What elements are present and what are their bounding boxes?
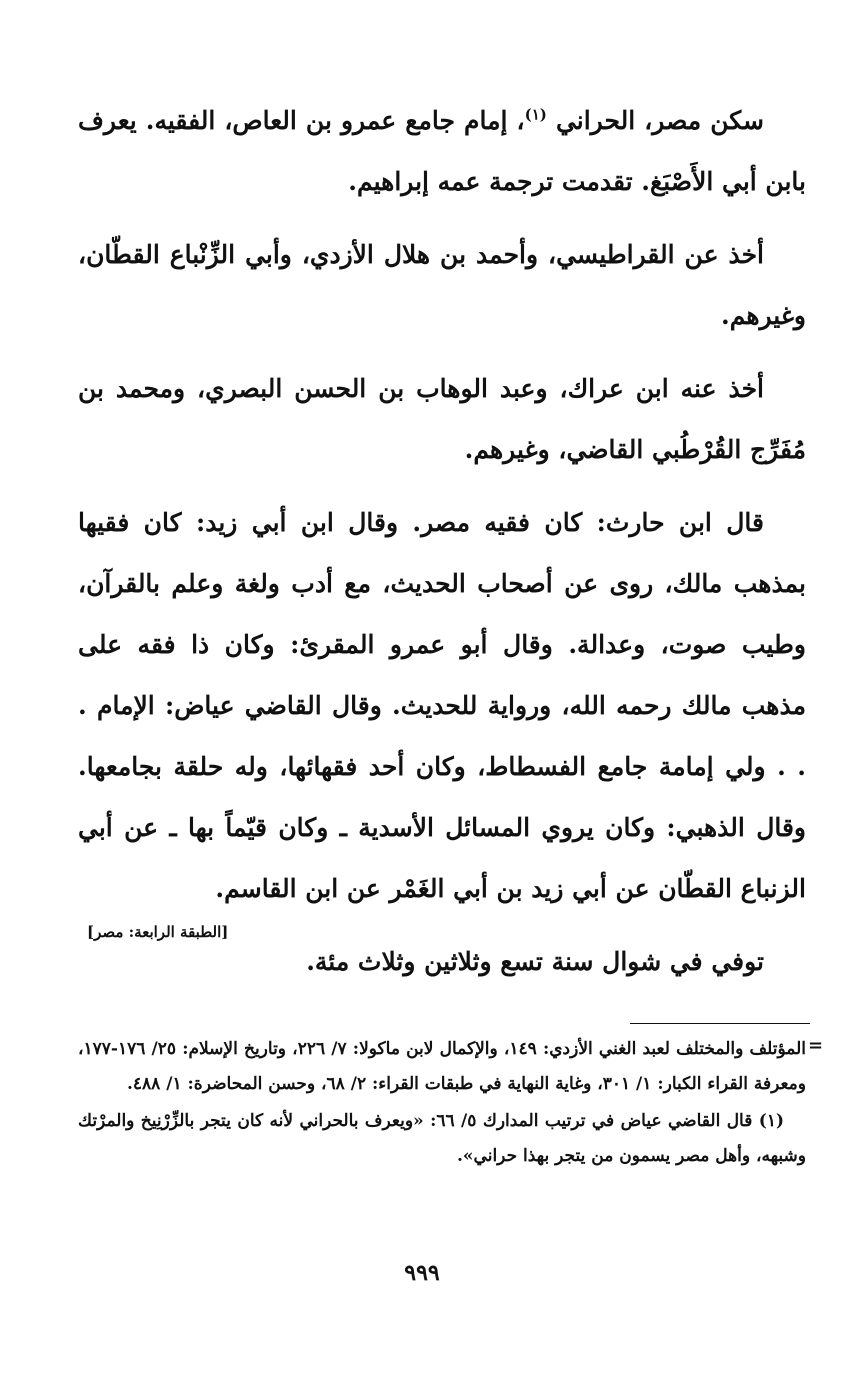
footnotes — [78, 1032, 806, 1174]
footnote-ref-1: (١) — [524, 105, 547, 124]
paragraph-teachers: أخذ عن القراطيسي، وأحمد بن هلال الأزدي، وأبي الزِّنْباع القطّان، وغيرهم. — [78, 240, 806, 330]
footnote-separator — [630, 1023, 810, 1024]
generation-tag-text: [الطبقة الرابعة: مصر] — [87, 923, 229, 941]
footnote-continuation: المؤتلف والمختلف لعبد الغني الأزدي: ١٤٩، والإكمال لابن ماكولا: ٧/ ٢٢٦، وتاريخ الإسلام: ٢٥/ ١٧٦-١٧٧، ومعرفة القراء الكبار: ١/ ٣٠١، وغاية النهاية في طبقات القراء: ٢/ ٦٨، وحسن المحاضرة: ١/ ٤٨٨. — [78, 1039, 806, 1094]
paragraph-residence — [78, 90, 806, 212]
paragraph-students: أخذ عنه ابن عراك، وعبد الوهاب بن الحسن البصري، ومحمد بن مُفَرِّج القُرْطُبي القاضي، وغيرهم. — [78, 374, 806, 464]
paragraph-quotes: قال ابن حارث: كان فقيه مصر. وقال ابن أبي زيد: كان فقيها بمذهب مالك، روى عن أصحاب الحديث، مع أدب ولغة وعلم بالقرآن، وطيب صوت، وعدالة. وقال أبو عمرو المقرئ: وكان ذا فقه على مذهب مالك رحمه الله، ورواية للحديث. وقال القاضي عياض: الإمام . . . ولي إمامة جامع الفسطاط، وكان أحد فقهائها، وله حلقة بجامعها. وقال الذهبي: وكان يروي المسائل الأسدية ـ وكان قيّماً بها ـ عن أبي الزنباع القطّان عن أبي زيد بن أبي الغَمْر عن ابن القاسم. — [78, 508, 806, 903]
footnote-1: (١) قال القاضي عياض في ترتيب المدارك ٥/ ٦٦: «ويعرف بالحراني لأنه كان يتجر بالزِّرْنِيخ والمرْتك وشبهه، وأهل مصر يسمون من يتجر بهذا حراني». — [78, 1111, 806, 1166]
continuation-marker: = — [808, 1035, 824, 1056]
biography-body — [78, 90, 806, 1004]
generation-tag — [87, 920, 844, 944]
paragraph-residence-text-b: ، إمام جامع عمرو بن العاص، الفقيه. يعرف بابن أبي الأَصْبَغ. تقدمت ترجمة عمه إبراهيم. — [78, 106, 806, 196]
page-number: ٩٩٩ — [404, 1260, 440, 1286]
paragraph-death: توفي في شوال سنة تسع وثلاثين وثلاث مئة. — [306, 947, 764, 976]
paragraph-residence-text-a: سكن مصر، الحراني — [546, 106, 764, 135]
